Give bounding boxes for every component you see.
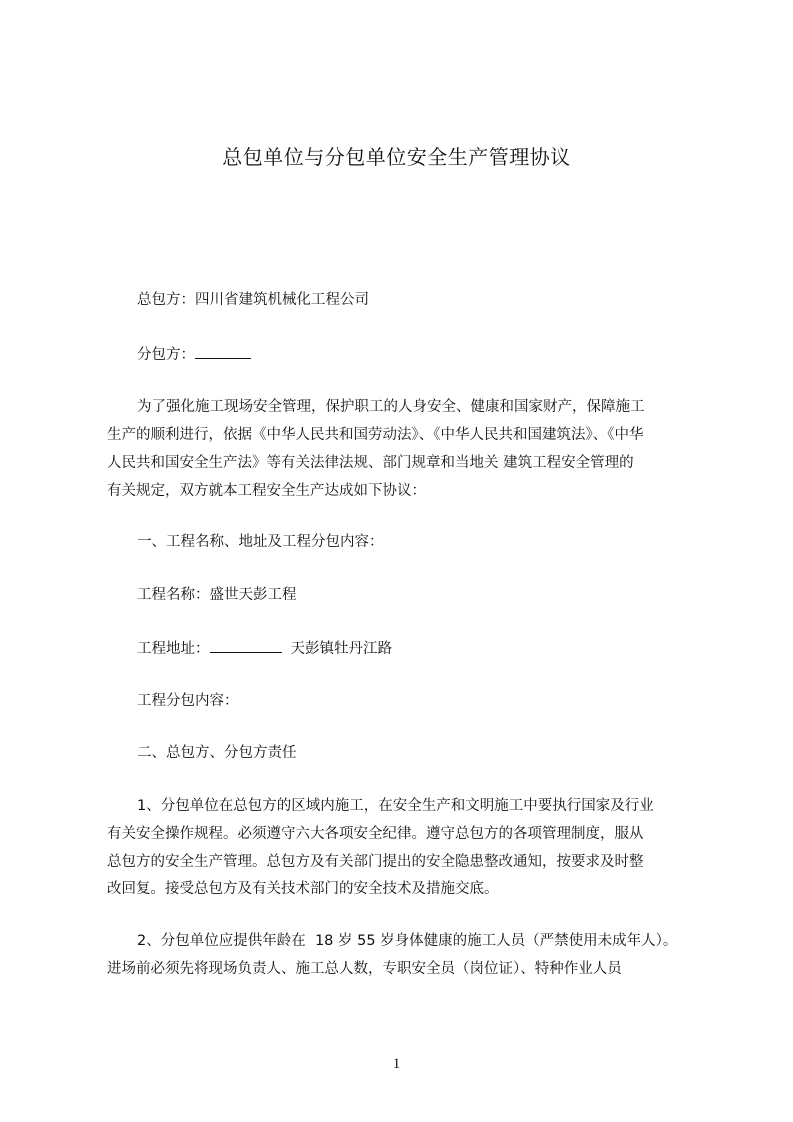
clause-line: 总包方的安全生产管理。总包方及有关部门提出的安全隐患整改通知，按要求及时整 [107, 854, 644, 870]
page-number: 1 [392, 1056, 401, 1072]
project-name-line [137, 585, 297, 605]
preamble-line: 为了强化施工现场安全管理，保护职工的人身安全、健康和国家财产，保障施工 [137, 399, 645, 415]
preamble-line: 人民共和国安全生产法》等有关法律法规、部门规章和当地关 建筑工程安全管理的 [107, 455, 634, 471]
project-address-value: 天彭镇牡丹江路 [290, 641, 392, 657]
clause-line: 1、分包单位在总包方的区域内施工，在安全生产和文明施工中要执行国家及行业 [137, 798, 654, 814]
project-name-value: 盛世天彭工程 [209, 587, 297, 603]
project-address-blank [210, 638, 282, 653]
section-2-heading: 二、总包方、分包方责任 [137, 745, 297, 761]
general-contractor-line [137, 290, 369, 310]
project-address-label: 工程地址： [137, 641, 210, 657]
preamble-line: 有关规定，双方就本工程安全生产达成如下协议： [107, 483, 426, 499]
scope-label: 工程分包内容： [137, 693, 239, 709]
general-contractor-name: 四川省建筑机械化工程公司 [195, 292, 369, 308]
project-address-line [137, 638, 392, 659]
subcontractor-line [137, 344, 251, 365]
clause-line: 改回复。接受总包方及有关技术部门的安全技术及措施交底。 [107, 881, 499, 897]
document-title: 总包单位与分包单位安全生产管理协议 [222, 145, 571, 169]
project-name-label: 工程名称： [137, 587, 210, 603]
clause-line: 有关安全操作规程。必须遵守六大各项安全纪律。遵守总包方的各项管理制度，服从 [107, 826, 644, 842]
subcontractor-blank [195, 344, 251, 359]
general-contractor-label: 总包方： [137, 292, 195, 308]
preamble-line: 生产的顺利进行，依据《中华人民共和国劳动法》、《中华人民共和国建筑法》、《中华 [107, 427, 644, 443]
clause-line: 进场前必须先将现场负责人、施工总人数，专职安全员（岗位证）、特种作业人员 [107, 961, 622, 977]
subcontractor-label: 分包方： [137, 347, 195, 363]
clause-line: 2、分包单位应提供年龄在 18 岁 55 岁身体健康的施工人员（严禁使用未成年人）。 [137, 933, 678, 949]
section-1-heading: 一、工程名称、地址及工程分包内容： [137, 534, 384, 550]
